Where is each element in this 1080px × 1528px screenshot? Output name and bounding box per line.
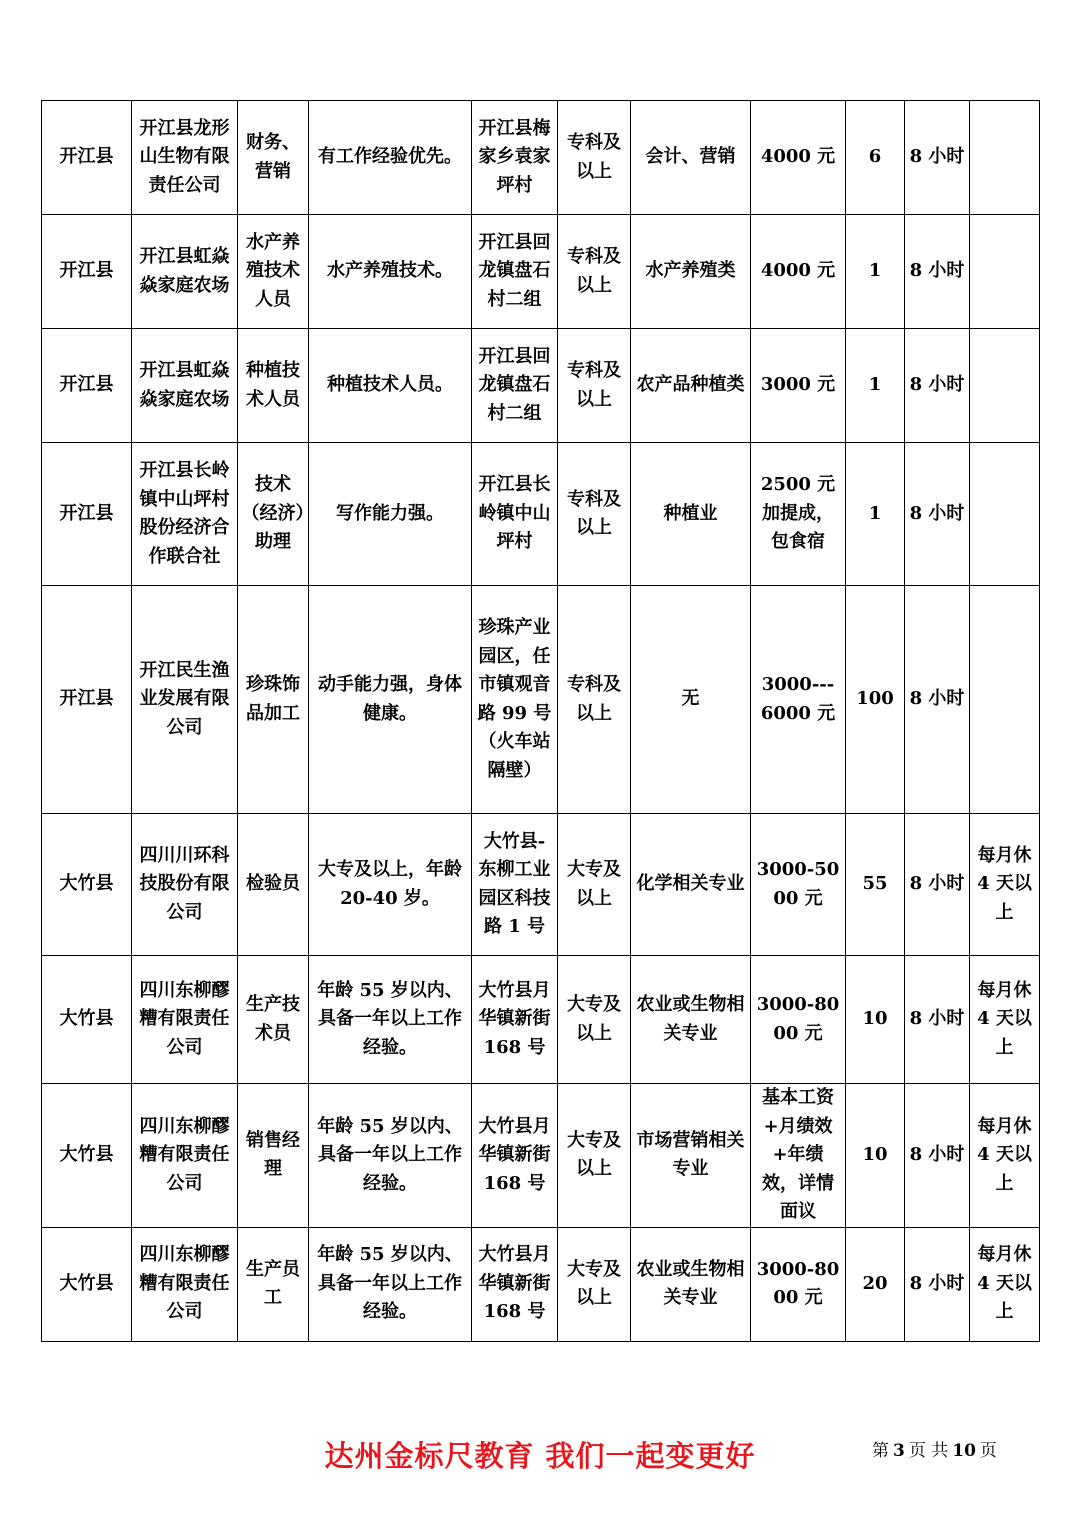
- table-row: [42, 956, 1040, 1084]
- education-cell: 专科及以上: [558, 101, 631, 215]
- rest-cell: [970, 443, 1040, 586]
- table-row: [42, 1227, 1040, 1341]
- location-cell: 珍珠产业园区，任市镇观音路 99 号（火车站隔壁）: [472, 586, 558, 814]
- page-prefix: 第: [872, 1441, 889, 1461]
- county-cell: 大竹县: [42, 1084, 132, 1228]
- location-cell: 大竹县月华镇新街 168 号: [472, 1084, 558, 1228]
- hours-cell: 8 小时: [905, 443, 970, 586]
- table-row: [42, 1084, 1040, 1228]
- county-cell: 开江县: [42, 443, 132, 586]
- major-cell: 农业或生物相关专业: [631, 1227, 751, 1341]
- salary-cell: 基本工资+月绩效+年绩效，详情面议: [751, 1084, 846, 1228]
- education-cell: 大专及以上: [558, 1084, 631, 1228]
- requirement-cell: 年龄 55 岁以内、具备一年以上工作经验。: [309, 1084, 472, 1228]
- count-cell: 10: [846, 956, 905, 1084]
- position-cell: 生产技术员: [238, 956, 309, 1084]
- rest-cell: 每月休 4 天以上: [970, 956, 1040, 1084]
- salary-cell: 3000---6000 元: [751, 586, 846, 814]
- county-cell: 大竹县: [42, 1227, 132, 1341]
- count-cell: 6: [846, 101, 905, 215]
- company-cell: 四川东柳醪糟有限责任公司: [132, 956, 238, 1084]
- job-table: [41, 100, 1040, 1342]
- rest-cell: 每月休 4 天以上: [970, 1084, 1040, 1228]
- requirement-cell: 种植技术人员。: [309, 329, 472, 443]
- location-cell: 开江县回龙镇盘石村二组: [472, 329, 558, 443]
- major-cell: 化学相关专业: [631, 814, 751, 956]
- hours-cell: 8 小时: [905, 101, 970, 215]
- rest-cell: [970, 586, 1040, 814]
- education-cell: 专科及以上: [558, 329, 631, 443]
- position-cell: 销售经理: [238, 1084, 309, 1228]
- count-cell: 100: [846, 586, 905, 814]
- education-cell: 大专及以上: [558, 956, 631, 1084]
- count-cell: 20: [846, 1227, 905, 1341]
- county-cell: 开江县: [42, 215, 132, 329]
- count-cell: 1: [846, 215, 905, 329]
- company-cell: 开江县虹焱焱家庭农场: [132, 215, 238, 329]
- location-cell: 大竹县月华镇新街 168 号: [472, 956, 558, 1084]
- salary-cell: 3000 元: [751, 329, 846, 443]
- table-row: [42, 443, 1040, 586]
- company-cell: 开江民生渔业发展有限公司: [132, 586, 238, 814]
- company-cell: 开江县长岭镇中山坪村股份经济合作联合社: [132, 443, 238, 586]
- page-total: 10: [952, 1441, 976, 1461]
- page-suffix: 页: [979, 1441, 997, 1461]
- hours-cell: 8 小时: [905, 215, 970, 329]
- education-cell: 专科及以上: [558, 443, 631, 586]
- hours-cell: 8 小时: [905, 586, 970, 814]
- location-cell: 开江县长岭镇中山坪村: [472, 443, 558, 586]
- hours-cell: 8 小时: [905, 814, 970, 956]
- page-middle: 页 共: [908, 1441, 949, 1461]
- hours-cell: 8 小时: [905, 1227, 970, 1341]
- company-cell: 四川东柳醪糟有限责任公司: [132, 1084, 238, 1228]
- requirement-cell: 年龄 55 岁以内、具备一年以上工作经验。: [309, 956, 472, 1084]
- location-cell: 大竹县-东柳工业园区科技路 1 号: [472, 814, 558, 956]
- county-cell: 开江县: [42, 329, 132, 443]
- hours-cell: 8 小时: [905, 956, 970, 1084]
- table-row: [42, 101, 1040, 215]
- requirement-cell: 大专及以上，年龄 20-40 岁。: [309, 814, 472, 956]
- rest-cell: 每月休 4 天以上: [970, 1227, 1040, 1341]
- major-cell: 种植业: [631, 443, 751, 586]
- salary-cell: 2500 元加提成，包食宿: [751, 443, 846, 586]
- position-cell: 水产养殖技术人员: [238, 215, 309, 329]
- table-row: [42, 586, 1040, 814]
- position-cell: 财务、营销: [238, 101, 309, 215]
- footer-slogan: 达州金标尺教育 我们一起变更好: [324, 1439, 756, 1473]
- job-table-body: [42, 101, 1040, 1342]
- major-cell: 水产养殖类: [631, 215, 751, 329]
- hours-cell: 8 小时: [905, 329, 970, 443]
- position-cell: 种植技术人员: [238, 329, 309, 443]
- requirement-cell: 水产养殖技术。: [309, 215, 472, 329]
- rest-cell: [970, 215, 1040, 329]
- requirement-cell: 年龄 55 岁以内、具备一年以上工作经验。: [309, 1227, 472, 1341]
- position-cell: 生产员工: [238, 1227, 309, 1341]
- major-cell: 会计、营销: [631, 101, 751, 215]
- position-cell: 技术（经济）助理: [238, 443, 309, 586]
- table-row: [42, 814, 1040, 956]
- requirement-cell: 有工作经验优先。: [309, 101, 472, 215]
- rest-cell: [970, 329, 1040, 443]
- major-cell: 无: [631, 586, 751, 814]
- location-cell: 开江县回龙镇盘石村二组: [472, 215, 558, 329]
- salary-cell: 4000 元: [751, 215, 846, 329]
- page-indicator: [872, 1436, 997, 1461]
- rest-cell: 每月休 4 天以上: [970, 814, 1040, 956]
- count-cell: 55: [846, 814, 905, 956]
- table-row: [42, 329, 1040, 443]
- requirement-cell: 动手能力强，身体健康。: [309, 586, 472, 814]
- major-cell: 农产品种植类: [631, 329, 751, 443]
- company-cell: 四川川环科技股份有限公司: [132, 814, 238, 956]
- count-cell: 1: [846, 443, 905, 586]
- education-cell: 专科及以上: [558, 215, 631, 329]
- company-cell: 四川东柳醪糟有限责任公司: [132, 1227, 238, 1341]
- education-cell: 大专及以上: [558, 814, 631, 956]
- location-cell: 大竹县月华镇新街 168 号: [472, 1227, 558, 1341]
- position-cell: 检验员: [238, 814, 309, 956]
- salary-cell: 3000-5000 元: [751, 814, 846, 956]
- rest-cell: [970, 101, 1040, 215]
- salary-cell: 3000-8000 元: [751, 1227, 846, 1341]
- education-cell: 大专及以上: [558, 1227, 631, 1341]
- county-cell: 开江县: [42, 586, 132, 814]
- major-cell: 市场营销相关专业: [631, 1084, 751, 1228]
- salary-cell: 4000 元: [751, 101, 846, 215]
- hours-cell: 8 小时: [905, 1084, 970, 1228]
- table-row: [42, 215, 1040, 329]
- count-cell: 1: [846, 329, 905, 443]
- company-cell: 开江县龙形山生物有限责任公司: [132, 101, 238, 215]
- location-cell: 开江县梅家乡袁家坪村: [472, 101, 558, 215]
- page-current: 3: [893, 1441, 905, 1461]
- company-cell: 开江县虹焱焱家庭农场: [132, 329, 238, 443]
- count-cell: 10: [846, 1084, 905, 1228]
- salary-cell: 3000-8000 元: [751, 956, 846, 1084]
- county-cell: 大竹县: [42, 814, 132, 956]
- position-cell: 珍珠饰品加工: [238, 586, 309, 814]
- major-cell: 农业或生物相关专业: [631, 956, 751, 1084]
- education-cell: 专科及以上: [558, 586, 631, 814]
- requirement-cell: 写作能力强。: [309, 443, 472, 586]
- county-cell: 开江县: [42, 101, 132, 215]
- county-cell: 大竹县: [42, 956, 132, 1084]
